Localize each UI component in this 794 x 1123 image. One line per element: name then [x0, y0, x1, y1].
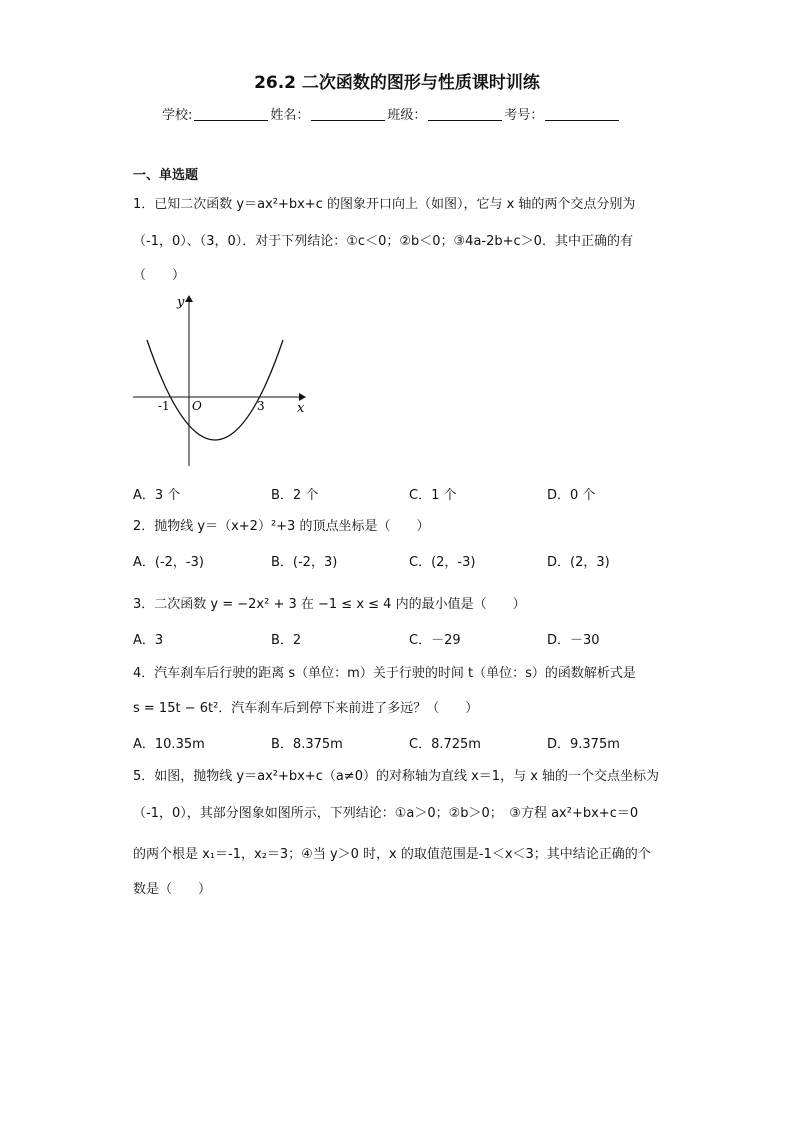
question-1-line-2: （-1，0）、（3，0）．对于下列结论：①c＜0；②b＜0；③4a-2b+c＞0．其中正确的有 — [133, 234, 633, 249]
q1-option-b[interactable]: B．2 个 — [271, 488, 319, 503]
question-4-line-2: s = 15t − 6t²．汽车刹车后到停下来前进了多远？（ ） — [133, 701, 479, 716]
q3-option-d[interactable]: D．－30 — [547, 633, 600, 648]
student-info-line — [162, 104, 621, 123]
q2-option-a[interactable]: A．(-2，-3) — [133, 555, 204, 570]
class-label: 班级： — [387, 108, 427, 123]
name-label: 姓名： — [270, 108, 310, 123]
question-2-line-1: 2．抛物线 y＝（x+2）²+3 的顶点坐标是（ ） — [133, 519, 430, 534]
question-1-graph — [125, 290, 315, 470]
q1-option-d[interactable]: D．0 个 — [547, 488, 596, 503]
origin-label: O — [192, 399, 202, 413]
q4-option-b[interactable]: B．8.375m — [271, 737, 343, 752]
q2-option-c[interactable]: C．(2，-3) — [409, 555, 476, 570]
q3-option-a[interactable]: A．3 — [133, 633, 164, 648]
tick-label-neg1: -1 — [158, 399, 170, 413]
q4-option-c[interactable]: C．8.725m — [409, 737, 481, 752]
question-1-line-3: （ ） — [133, 268, 186, 283]
q1-option-a[interactable]: A．3 个 — [133, 488, 181, 503]
y-axis-label: y — [177, 295, 185, 310]
id-label: 考号： — [504, 108, 544, 123]
page-title: 26.2 二次函数的图形与性质课时训练 — [254, 73, 540, 93]
tick-label-3: 3 — [257, 399, 265, 413]
school-label: 学校: — [162, 108, 193, 123]
id-blank[interactable] — [545, 107, 619, 121]
class-blank[interactable] — [428, 107, 502, 121]
question-4-line-1: 4．汽车刹车后行驶的距离 s（单位：m）关于行驶的时间 t（单位：s）的函数解析式是 — [133, 666, 636, 681]
school-blank[interactable] — [194, 107, 268, 121]
question-5-line-3: 的两个根是 x₁＝-1，x₂＝3；④当 y＞0 时，x 的取值范围是-1＜x＜3；其中结论正确的个 — [133, 847, 651, 862]
question-5-line-4: 数是（ ） — [133, 882, 212, 897]
q2-option-d[interactable]: D．(2，3) — [547, 555, 610, 570]
question-1-line-1: 1．已知二次函数 y＝ax²+bx+c 的图象开口向上（如图），它与 x 轴的两个交点分别为 — [133, 197, 636, 212]
q4-option-d[interactable]: D．9.375m — [547, 737, 620, 752]
parabola-curve — [147, 340, 283, 440]
q1-option-c[interactable]: C．1 个 — [409, 488, 457, 503]
question-5-line-1: 5．如图，抛物线 y＝ax²+bx+c（a≠0）的对称轴为直线 x＝1，与 x 轴的一个交点坐标为 — [133, 769, 660, 784]
question-5-line-2: （-1，0），其部分图象如图所示，下列结论：①a＞0；②b＞0； ③方程 ax²+bx+c＝0 — [133, 806, 639, 821]
q3-option-b[interactable]: B．2 — [271, 633, 302, 648]
section-heading: 一、单选题 — [133, 168, 199, 183]
x-axis-label: x — [297, 401, 305, 416]
q2-option-b[interactable]: B．(-2，3) — [271, 555, 338, 570]
q3-option-c[interactable]: C．－29 — [409, 633, 461, 648]
name-blank[interactable] — [311, 107, 385, 121]
question-3-line-1: 3．二次函数 y = −2x² + 3 在 −1 ≤ x ≤ 4 内的最小值是（ ） — [133, 597, 526, 612]
q4-option-a[interactable]: A．10.35m — [133, 737, 205, 752]
